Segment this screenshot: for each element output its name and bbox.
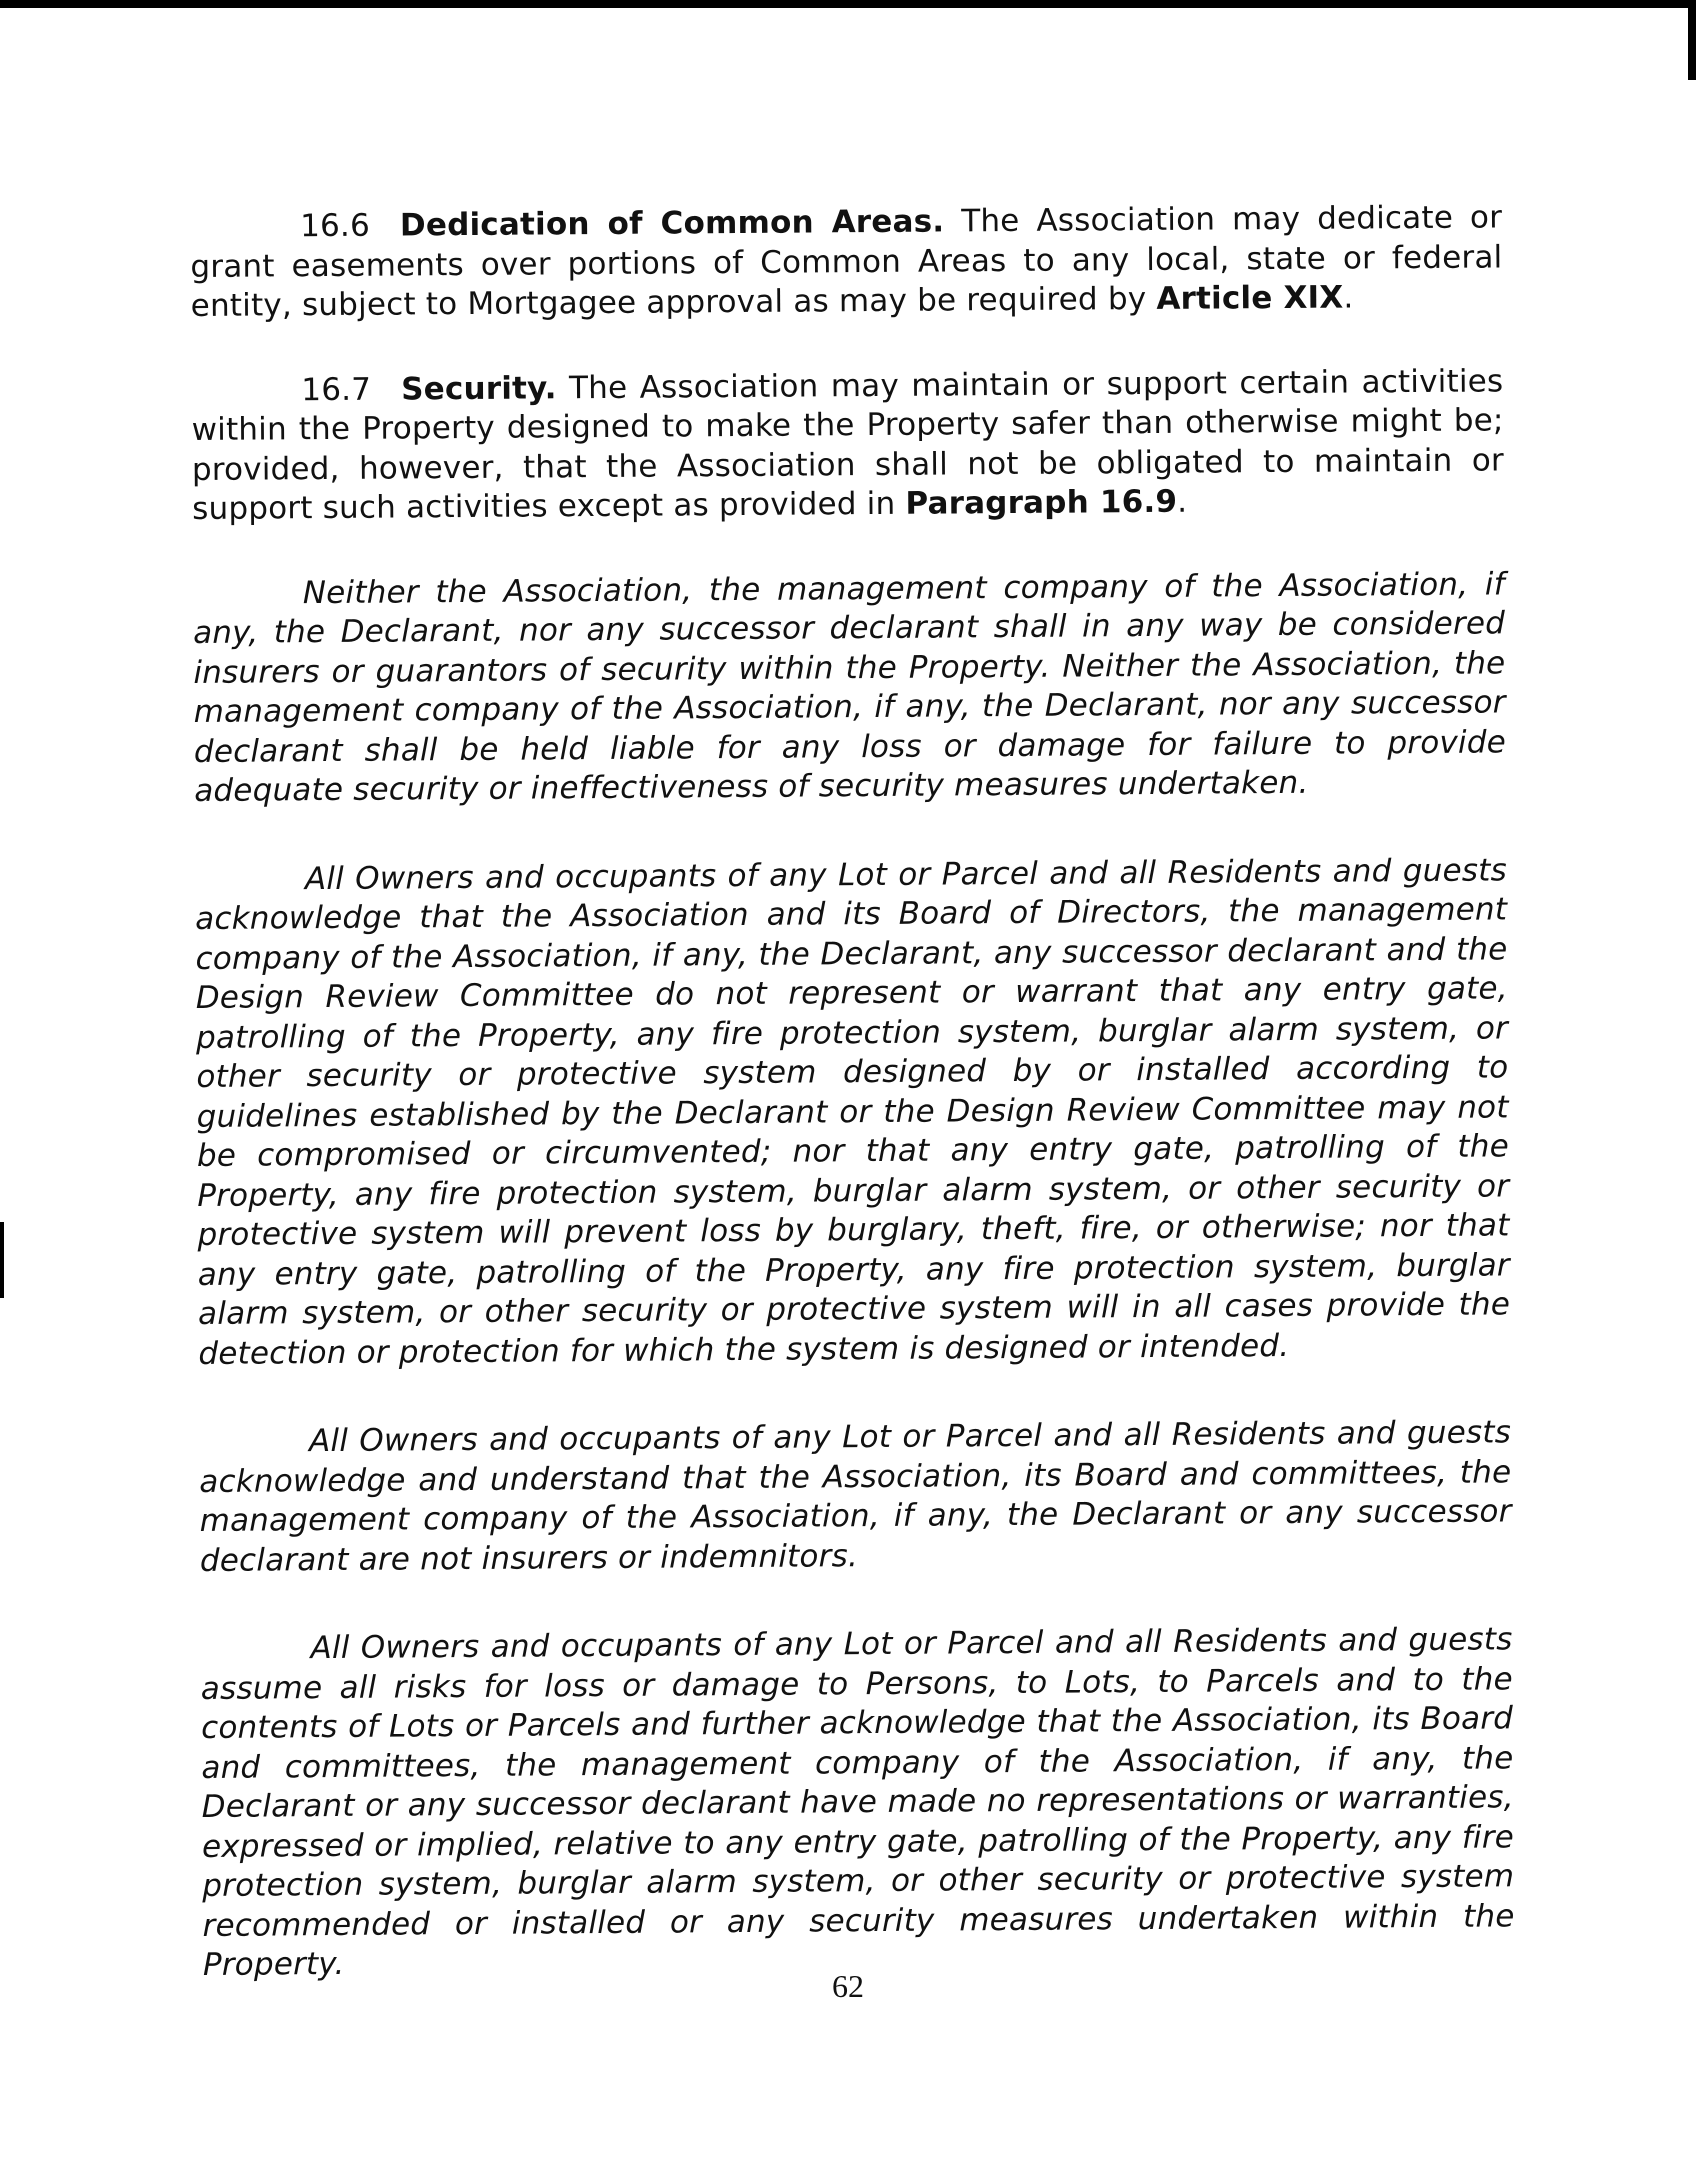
article-reference: Article XIX [1156,279,1344,317]
section-number: 16.7 [301,371,372,408]
disclaimer-paragraph-1: Neither the Association, the management company of the Association, if any, the Declarant, nor any successor declarant shall in any way be considered insurers or guarantors of security within the Property. Neither the Association, the management company of the Association, if any, the Declarant, nor any successor declarant shall be held liable for any loss or damage for failure to provide adequate security or ineffectiveness of security measures undertaken. [192,565,1507,809]
section-16-7 [191,362,1504,530]
section-text: The Association may dedicate or grant easements over portions of Common Areas to any local, state or federal entity, subject to Mortgagee approval as may be required by [190,199,1503,324]
paragraph-reference: Paragraph 16.9 [905,483,1178,522]
sentence-end: . [1177,483,1188,520]
sentence-end: . [1343,279,1354,316]
section-heading: Security. [401,369,557,407]
section-16-6 [190,198,1503,326]
scan-border-top [0,0,1696,8]
scan-mark-left [0,1222,4,1298]
section-text: The Association may maintain or support certain activities within the Property designed to make the Property safer than otherwise might be; provided, however, that the Association shall not be obligated to maintain or support such activities except as provided in [191,362,1505,527]
document-body [190,198,1515,1985]
disclaimer-paragraph-4: All Owners and occupants of any Lot or Parcel and all Residents and guests assume all risks for loss or damage to Persons, to Lots, to Parcels and to the contents of Lots or Parcels and further acknowledge that the Association, its Board and committees, the management company of the Association, if any, the Declarant or any successor declarant have made no representations or warranties, expressed or implied, relative to any entry gate, patrolling of the Property, any fire protection system, burglar alarm system, or other security or protective system recommended or installed or any security measures undertaken within the Property. [200,1621,1515,1983]
disclaimer-paragraph-3: All Owners and occupants of any Lot or Parcel and all Residents and guests acknowledge and understand that the Association, its Board and committees, the management company of the Association, if any, the Declarant or any successor declarant are not insurers or indemnitors. [199,1414,1512,1579]
page-number: 62 [832,1968,864,2004]
section-number: 16.6 [300,207,371,245]
disclaimer-paragraph-2: All Owners and occupants of any Lot or Parcel and all Residents and guests acknowledge that the Association and its Board of Directors, the management company of the Association, if any, the Declarant, any successor declarant and the Design Review Committee do not represent or warrant that any entry gate, patrolling of the Property, any fire protection system, burglar alarm system, or other security or protective system designed by or installed according to guidelines established by the Declarant or the Design Review Committee may not be compromised or circumvented; nor that any entry gate, patrolling of the Property, any fire protection system, burglar alarm system, or other security or protective system will prevent loss by burglary, theft, fire, or otherwise; nor that any entry gate, patrolling of the Property, any fire protection system, burglar alarm system, or other security or protective system will in all cases provide the detection or protection for which the system is designed or intended. [195,851,1511,1372]
section-heading: Dedication of Common Areas. [399,203,945,244]
scan-border-right [1688,0,1696,80]
